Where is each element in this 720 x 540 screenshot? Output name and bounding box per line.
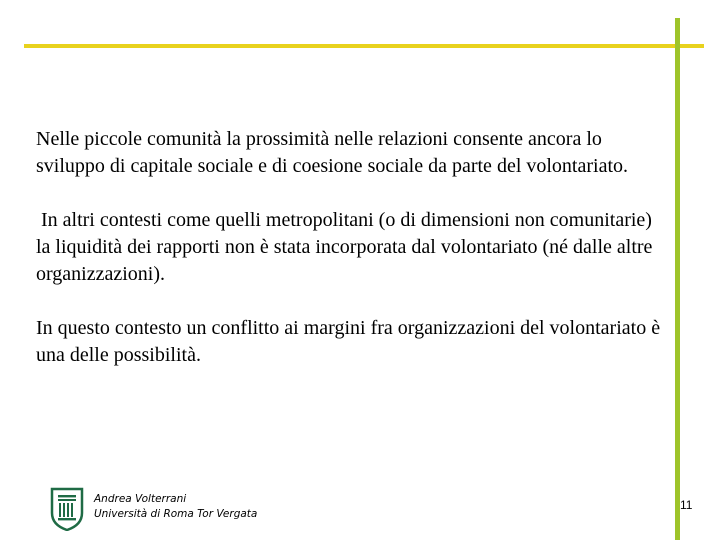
paragraph-1: Nelle piccole comunità la prossimità nelle relazioni consente ancora lo sviluppo di capitale sociale e di coesione sociale da parte del volontariato. (36, 128, 629, 177)
paragraph-2: In altri contesti come quelli metropolitani (o di dimensioni non comunitarie) la liquidità dei rapporti non è stata incorporata dal volontariato (né dalle altre organizzazioni). (36, 209, 658, 285)
slide-body (36, 126, 666, 369)
top-accent-line (24, 44, 704, 48)
page-number: 11 (680, 498, 693, 512)
footer-institution: Università di Roma Tor Vergata (94, 508, 258, 520)
university-crest-icon (50, 487, 84, 531)
footer-credits (94, 492, 257, 522)
footer-author: Andrea Volterrani (94, 493, 187, 505)
paragraph-3: In questo contesto un conflitto ai margini fra organizzazioni del volontariato è una delle possibilità. (36, 317, 661, 366)
side-accent-line (675, 18, 680, 540)
